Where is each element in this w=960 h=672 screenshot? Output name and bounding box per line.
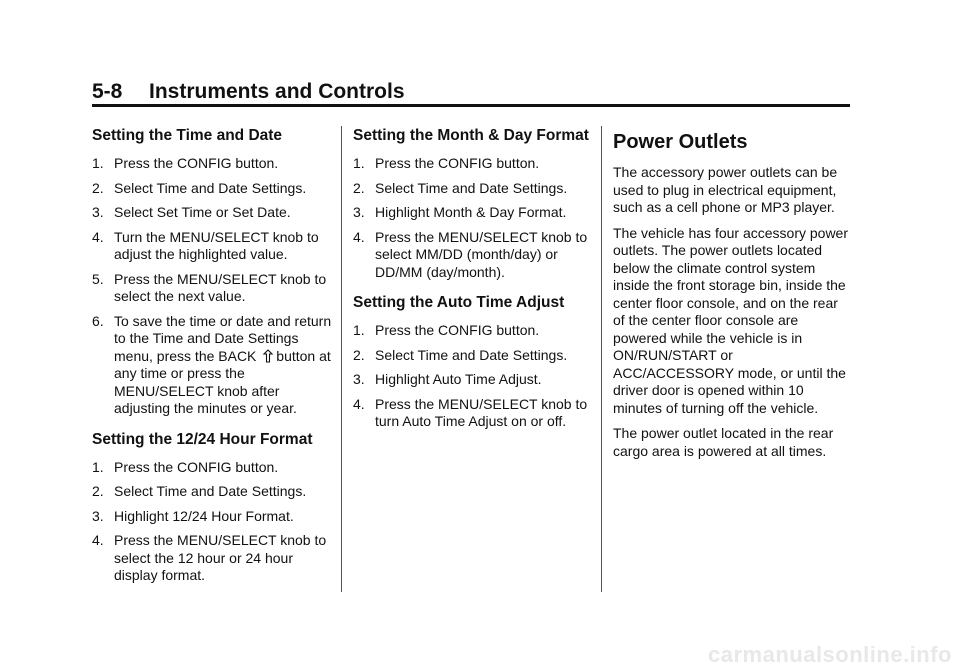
step-list [353,322,589,431]
step-item: 3. Select Set Time or Set Date. [92,204,291,220]
step-item: 1. Press the CONFIG button. [92,458,279,475]
step-item: 2. Select Time and Date Settings. [353,179,568,196]
step-list [92,155,332,418]
section-title: Setting the Month & Day Format [353,127,589,144]
step-item: 2. Select Time and Date Settings. [353,346,568,363]
header-rule [92,104,850,107]
column-divider [601,126,602,592]
paragraph: The power outlet located in the rear cargo area is powered at all times. [613,425,834,459]
paragraph: The accessory power outlets can be used to plug in electrical equipment, such as a cell phone or MP3 player. [613,164,838,215]
step-item: 4. Press the MENU/SELECT knob to select MM/DD (month/day) or DD/MM (day/month). [353,228,588,280]
column-1 [92,126,332,597]
step-item: 6. To save the time or date and return to the Time and Date Settings menu, press the BACK button at any time or press the MENU/SELECT knob after adjusting the minutes or year. [92,312,332,416]
step-item: 1. Press the CONFIG button. [353,155,540,171]
step-item: 1. Press the CONFIG button. [353,322,540,338]
step-item: 3. Highlight Auto Time Adjust. [353,371,542,387]
step-list [353,155,589,281]
step-list [92,459,332,585]
step-item: 1. Press the CONFIG button. [92,155,279,171]
step-item: 5. Press the MENU/SELECT knob to select the next value. [92,270,327,304]
step-item: 4. Press the MENU/SELECT knob to turn Auto Time Adjust on or off. [353,395,588,429]
step-item: 2. Select Time and Date Settings. [92,179,307,196]
step-item: 4. Turn the MENU/SELECT knob to adjust the highlighted value. [92,228,319,262]
section-title: Setting the 12/24 Hour Format [92,430,313,448]
column-3 [613,126,853,468]
column-divider [341,126,342,592]
page-number: 5-8 [92,80,123,103]
chapter-title: Instruments and Controls [149,80,405,103]
step-item: 3. Highlight Month & Day Format. [353,204,567,220]
step-item: 3. Highlight 12/24 Hour Format. [92,507,294,524]
watermark: carmanualsonline.info [708,642,952,667]
section-title: Setting the Auto Time Adjust [353,294,565,311]
section-heading: Power Outlets [613,131,748,153]
back-arrow-icon [261,349,275,363]
section-title: Setting the Time and Date [92,127,283,144]
page-header [92,80,850,104]
step-item: 2. Select Time and Date Settings. [92,483,307,499]
column-2 [353,126,589,443]
step-item: 4. Press the MENU/SELECT knob to select the 12 hour or 24 hour display format. [92,532,327,583]
paragraph: The vehicle has four accessory power outlets. The power outlets located below the climate control system inside the front storage bin, inside the center floor console, and on the rear of the center floor console are powered while the vehicle is in ON/RUN/START or ACC/ACCESSORY mode, or until the driver door is opened within 10 minutes of turning off the vehicle. [613,224,848,416]
